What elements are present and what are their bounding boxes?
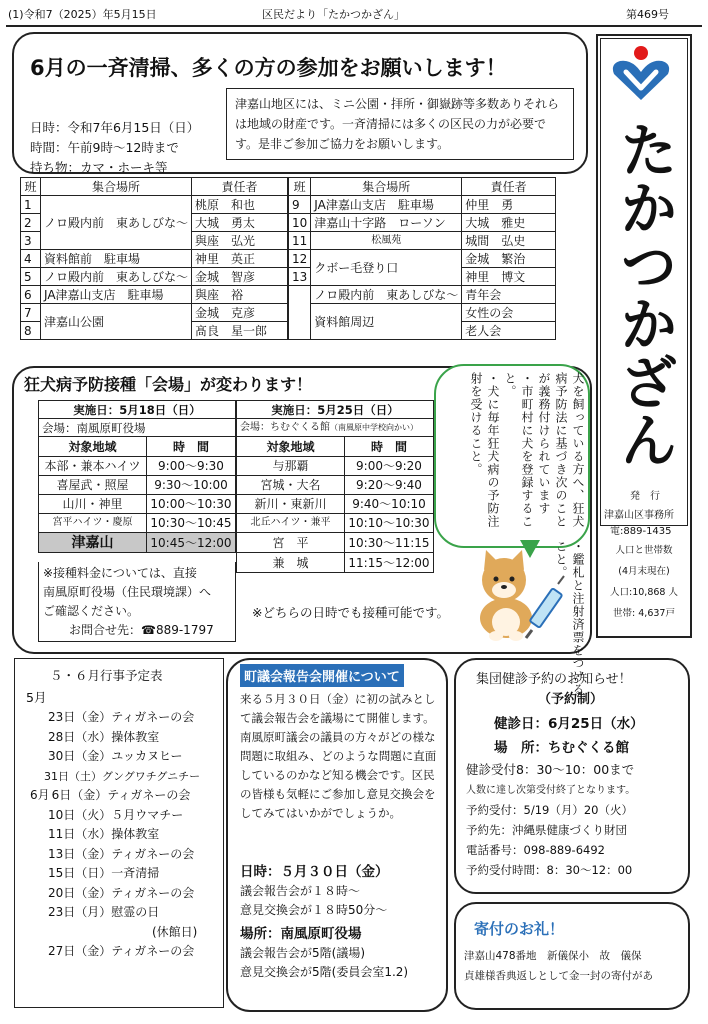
cleanup-headline: 6月の一斉清掃、多くの方の参加をお願いします！ xyxy=(30,56,507,80)
population-box xyxy=(600,540,688,624)
session1-date: 実施日：5月18日（日） xyxy=(39,401,236,419)
rabies-fee-note xyxy=(38,562,236,642)
place: JA津嘉山支店 駐車場 xyxy=(41,286,192,304)
schedule-item: 10日（火）５月ウマチー xyxy=(48,807,184,822)
ban: 7 xyxy=(21,304,41,322)
donation-line: 貞雄様香典返しとして金一封の寄付があ xyxy=(464,970,653,982)
fee-line: ご確認ください。 xyxy=(43,604,140,618)
col-place: 集合場所 xyxy=(311,178,462,196)
area: 喜屋武・照屋 xyxy=(39,476,147,495)
leader: 髙良 星一郎 xyxy=(192,322,288,340)
time: 10:30～10:45 xyxy=(147,514,236,533)
leader: 與座 裕 xyxy=(192,286,288,304)
leader: 神里 英正 xyxy=(192,250,288,268)
ban: 10 xyxy=(289,214,311,232)
ban: 4 xyxy=(21,250,41,268)
area: 宮城・大名 xyxy=(237,476,345,495)
council-line: 議会報告会が１８時～ xyxy=(240,884,361,898)
health-place: 場 所：ちむぐくる館 xyxy=(494,740,629,756)
rabies-any-day: ※どちらの日時でも接種可能です。 xyxy=(252,605,449,620)
schedule-item: 6日（金）ティガネーの会 xyxy=(51,788,191,802)
ban: 11 xyxy=(289,232,311,250)
session2-venue: 会場：ちむぐくる館 xyxy=(240,421,330,433)
col-time: 時 間 xyxy=(345,437,434,457)
time: 10:30～11:15 xyxy=(345,533,434,553)
health-line: 予約先：沖縄県健康づくり財団 xyxy=(466,823,627,837)
council-place: 場所：南風原町役場 xyxy=(240,926,362,942)
health-reception: 健診受付8：30～10：00まで xyxy=(466,762,635,777)
schedule-title: ５・６月行事予定表 xyxy=(50,668,163,683)
leader: 女性の会 xyxy=(462,304,556,322)
council-schedule xyxy=(240,882,387,920)
schedule-item: 27日（金）ティガネーの会 xyxy=(48,944,195,958)
header-divider xyxy=(6,25,702,27)
col-leader: 責任者 xyxy=(462,178,556,196)
schedule-item: 11日（水）操体教室 xyxy=(48,827,160,841)
place: 資料館前 駐車場 xyxy=(41,250,192,268)
cleanup-table-left xyxy=(20,177,288,340)
schedule-item: 13日（金）ティガネーの会 xyxy=(48,846,195,861)
health-line: 電話番号：098-889-6492 xyxy=(466,843,605,857)
health-line: 予約受付時間：8：30～12：00 xyxy=(466,863,633,877)
schedule-item: 30日（金）ユッカヌヒー xyxy=(48,749,183,763)
area: 宮平ハイツ・慶原 xyxy=(39,514,147,533)
area: 北丘ハイツ・兼平 xyxy=(237,514,345,533)
col-area: 対象地域 xyxy=(237,437,345,457)
leader: 金城 繁治 xyxy=(462,250,556,268)
ban: 2 xyxy=(21,214,41,232)
notice-line: ・鑑札と注射済票をつけること。 xyxy=(554,540,585,696)
schedule-item: 28日（水）操体教室 xyxy=(48,729,160,744)
leader: 仲里 勇 xyxy=(462,196,556,214)
notice-line: ・市町村に犬を登録すること。 xyxy=(503,372,534,528)
col-place: 集合場所 xyxy=(41,178,192,196)
donation-title: 寄付のお礼！ xyxy=(474,920,565,938)
leader: 與座 弘光 xyxy=(192,232,288,250)
health-title: 集団健診予約のお知らせ！ xyxy=(476,672,632,687)
leader: 神里 博文 xyxy=(462,268,556,286)
cleanup-date: 日時：令和7年6月15日（日） xyxy=(30,120,200,135)
time: 11:15～12:00 xyxy=(345,553,434,573)
ban: 3 xyxy=(21,232,41,250)
health-line: 予約受付：5/19（月）20（火） xyxy=(466,803,633,817)
schedule-item: 31日（土）グングワチグニチー xyxy=(44,769,201,783)
place: ノロ殿内前 東あしびな～ xyxy=(41,268,192,286)
schedule-list xyxy=(30,708,220,962)
schedule-item: 23日（月）慰霊の日 xyxy=(48,905,160,919)
council-date: 日時：５月３０日（金） xyxy=(240,864,389,880)
rabies-table-1 xyxy=(38,400,236,553)
fee-line: 南風原町役場（住民環境課）へ xyxy=(43,585,212,599)
schedule-item: 15日（日）一斉清掃 xyxy=(48,866,160,880)
district-emblem-icon xyxy=(610,44,672,104)
place: 松風苑 xyxy=(311,232,462,250)
households: 世帯: 4,637戸 xyxy=(613,608,675,619)
leader: 大城 雅史 xyxy=(462,214,556,232)
publisher-label: 発 行 xyxy=(630,491,660,502)
leader: 金城 克彦 xyxy=(192,304,288,322)
area-highlight: 津嘉山 xyxy=(39,533,147,553)
col-ban: 班 xyxy=(21,178,41,196)
area: 山川・神里 xyxy=(39,495,147,514)
newsletter-name: 区民だより「たかつかざん」 xyxy=(262,8,405,21)
leader: 桃原 和也 xyxy=(192,196,288,214)
council-title: 町議会報告会開催について xyxy=(240,664,404,687)
session2-date: 実施日：5月25日（日） xyxy=(237,401,434,419)
cleanup-message: 津嘉山地区には、ミニ公園・拝所・御嶽跡等多数ありそれらは地域の財産です。一斉清掃には多くの区民の力が必要です。是非ご参加ご協力をお願いします。 xyxy=(226,88,574,160)
cleanup-items: 持ち物：カマ・ホーキ等 xyxy=(30,160,168,175)
health-note: 人数に達し次第受付終了となります。 xyxy=(466,785,636,796)
council-body: 来る５月３０日（金）に初の試みとして議会報告会を議場にて開催します。南風原町議会の議員の方々がどの様な問題に取組み、どのような問題に直面しているのかなど知る機会です。区民の皆様も気軽にご参加し意見交換会をしてみてはいかがでしょうか。 xyxy=(240,692,437,820)
issue-number: 第469号 xyxy=(626,8,669,21)
time: 9:00～9:30 xyxy=(147,457,236,476)
area: 兼 城 xyxy=(237,553,345,573)
place: 津嘉山十字路 ローソン xyxy=(311,214,462,232)
dog-vaccine-icon xyxy=(466,548,578,642)
schedule-item: 23日（金）ティガネーの会 xyxy=(48,710,195,724)
cleanup-time: 時間：午前9時～12時まで xyxy=(30,140,179,155)
area: 新川・東新川 xyxy=(237,495,345,514)
ban: 6 xyxy=(21,286,41,304)
rabies-headline: 狂犬病予防接種「会場」が変わります！ xyxy=(24,375,313,394)
col-time: 時 間 xyxy=(147,437,236,457)
fee-line: ※接種料金については、直接 xyxy=(43,566,197,580)
place: JA津嘉山支店 駐車場 xyxy=(311,196,462,214)
leader: 老人会 xyxy=(462,322,556,340)
council-line: 意見交換会が5階(委員会室1.2) xyxy=(240,965,409,979)
place: ノロ殿内前 東あしびな～ xyxy=(311,286,462,304)
time: 10:10～10:30 xyxy=(345,514,434,533)
health-reservation xyxy=(466,800,633,880)
time: 9:20～9:40 xyxy=(345,476,434,495)
time: 10:45～12:00 xyxy=(147,533,236,553)
col-leader: 責任者 xyxy=(192,178,288,196)
ban: 13 xyxy=(289,268,311,286)
notice-line: ・犬に毎年狂犬病の予防注射を受けること。 xyxy=(469,372,500,528)
col-ban: 班 xyxy=(289,178,311,196)
time: 9:00～9:20 xyxy=(345,457,434,476)
area: 与那覇 xyxy=(237,457,345,476)
cleanup-details xyxy=(30,118,199,178)
rabies-table-2 xyxy=(236,400,434,573)
notice-line: 犬を飼っている方へ、狂犬病予防法に基づき次のことが義務付けられています xyxy=(537,372,585,528)
place: クボー毛登り口 xyxy=(311,250,462,286)
area: 本部・兼本ハイツ xyxy=(39,457,147,476)
schedule-month-may: 5月 xyxy=(26,690,47,705)
masthead-title: たかつかざん xyxy=(610,120,678,468)
session1-venue: 会場：南風原町役場 xyxy=(39,419,236,437)
population-title: 人口と世帯数 xyxy=(615,545,673,556)
leader: 城間 弘史 xyxy=(462,232,556,250)
health-date: 健診日：6月25日（水） xyxy=(494,716,644,732)
place: ノロ殿内前 東あしびな～ xyxy=(41,196,192,250)
publisher: 津嘉山区事務所 xyxy=(604,510,674,521)
schedule-month-june: 6月 xyxy=(30,788,50,802)
time: 10:00～10:30 xyxy=(147,495,236,514)
council-rooms xyxy=(240,944,408,982)
leader: 金城 智彦 xyxy=(192,268,288,286)
time: 9:30～10:00 xyxy=(147,476,236,495)
rabies-contact: お問合せ先：☎889-1797 xyxy=(69,623,214,637)
ban: 9 xyxy=(289,196,311,214)
donation-line: 津嘉山478番地 新儀保小 故 儀保 xyxy=(464,950,642,962)
council-line: 議会報告会が5階(議場) xyxy=(240,946,365,960)
donation-text xyxy=(464,946,686,986)
ban: 12 xyxy=(289,250,311,268)
health-sub: （予約制） xyxy=(538,692,604,707)
session2-venue-note: （南風原中学校向かい） xyxy=(330,422,418,432)
place: 資料館周辺 xyxy=(311,304,462,340)
place: 津嘉山公園 xyxy=(41,304,192,340)
council-line: 意見交換会が１８時50分～ xyxy=(240,903,388,917)
ban: 8 xyxy=(21,322,41,340)
ban: 5 xyxy=(21,268,41,286)
ban: 1 xyxy=(21,196,41,214)
area: 宮 平 xyxy=(237,533,345,553)
cleanup-table-right xyxy=(288,177,556,340)
schedule-item: (休館日) xyxy=(152,924,198,939)
publisher-phone: 電:889-1435 xyxy=(610,526,672,537)
leader: 青年会 xyxy=(462,286,556,304)
col-area: 対象地域 xyxy=(39,437,147,457)
population: 人口:10,868 人 xyxy=(610,587,678,598)
schedule-item: 20日（金）ティガネーの会 xyxy=(48,885,195,900)
time: 9:40～10:10 xyxy=(345,495,434,514)
leader: 大城 勇太 xyxy=(192,214,288,232)
issue-date: (1)令和7（2025）年5月15日 xyxy=(8,8,157,21)
population-date: (4月末現在) xyxy=(618,566,670,577)
